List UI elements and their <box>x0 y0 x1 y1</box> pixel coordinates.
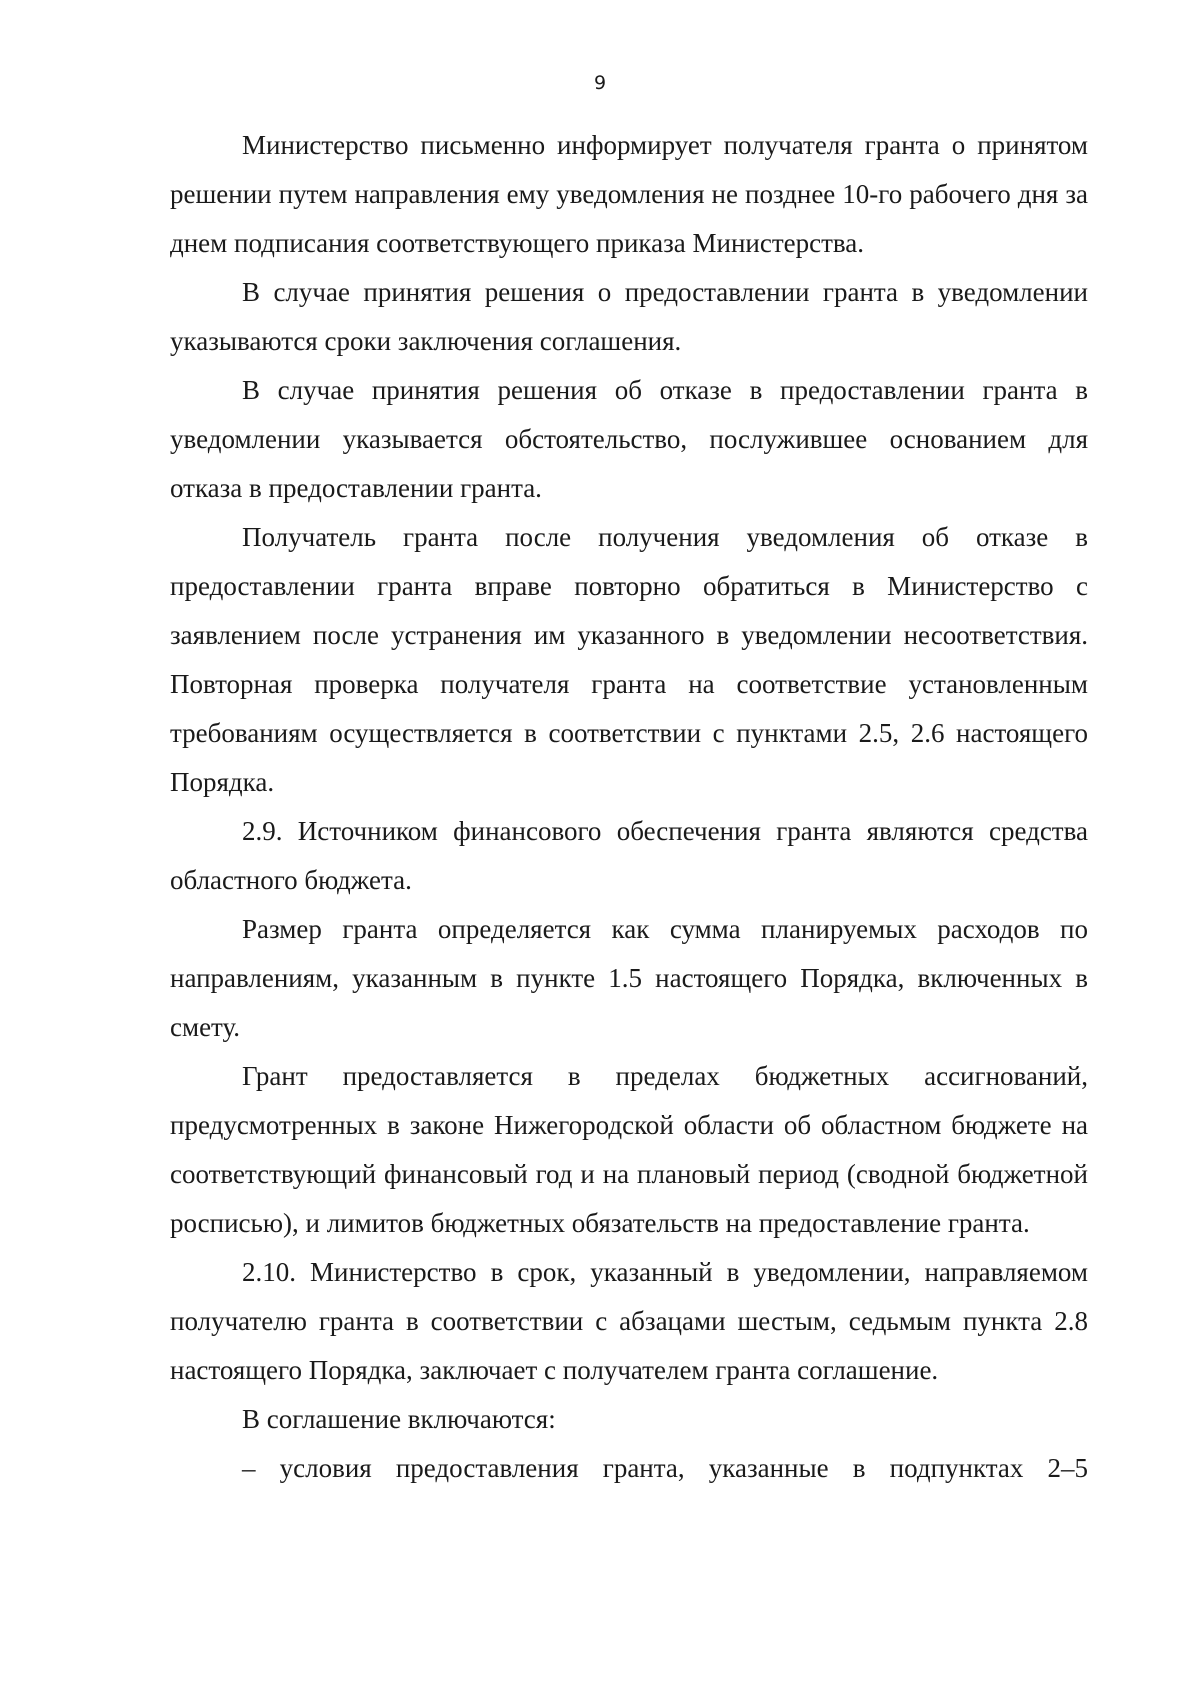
paragraph-agreement: 2.10. Министерство в срок, указанный в уведомлении, направляемом получателю гранта в соответствии с абзацами шестым, седьмым пункта 2.8 настоящего Порядка, заключает с получателем гранта соглашение. <box>170 1257 1088 1385</box>
paragraph-grant-size: Размер гранта определяется как сумма планируемых расходов по направлениям, указанным в пункте 1.5 настоящего Порядка, включенных в смету. <box>170 914 1088 1042</box>
paragraph-funding-source: 2.9. Источником финансового обеспечения гранта являются средства областного бюджета. <box>170 816 1088 895</box>
paragraph-reapplication: Получатель гранта после получения уведомления об отказе в предоставлении гранта вправе повторно обратиться в Министерство с заявлением после устранения им указанного в уведомлении несоответствия. Повторная проверка получателя гранта на соответствие установленным требованиям осуществляется в соответствии с пунктами 2.5, 2.6 настоящего Порядка. <box>170 522 1088 797</box>
paragraph-grant-approved: В случае принятия решения о предоставлении гранта в уведомлении указываются сроки заключения соглашения. <box>170 277 1088 356</box>
paragraph-agreement-contents: В соглашение включаются: <box>242 1404 556 1434</box>
paragraph-notification: Министерство письменно информирует получателя гранта о принятом решении путем направления ему уведомления не позднее 10-го рабочего дня за днем подписания соответствующего приказа Министерства. <box>170 130 1088 258</box>
page-number: 9 <box>593 72 607 94</box>
list-item-conditions: – условия предоставления гранта, указанные в подпунктах 2–5 <box>242 1453 1088 1483</box>
document-body <box>170 121 1088 1493</box>
paragraph-grant-limits: Грант предоставляется в пределах бюджетных ассигнований, предусмотренных в законе Нижегородской области об областном бюджете на соответствующий финансовый год и на плановый период (сводной бюджетной росписью), и лимитов бюджетных обязательств на предоставление гранта. <box>170 1061 1088 1238</box>
paragraph-grant-refused: В случае принятия решения об отказе в предоставлении гранта в уведомлении указывается обстоятельство, послужившее основанием для отказа в предоставлении гранта. <box>170 375 1088 503</box>
